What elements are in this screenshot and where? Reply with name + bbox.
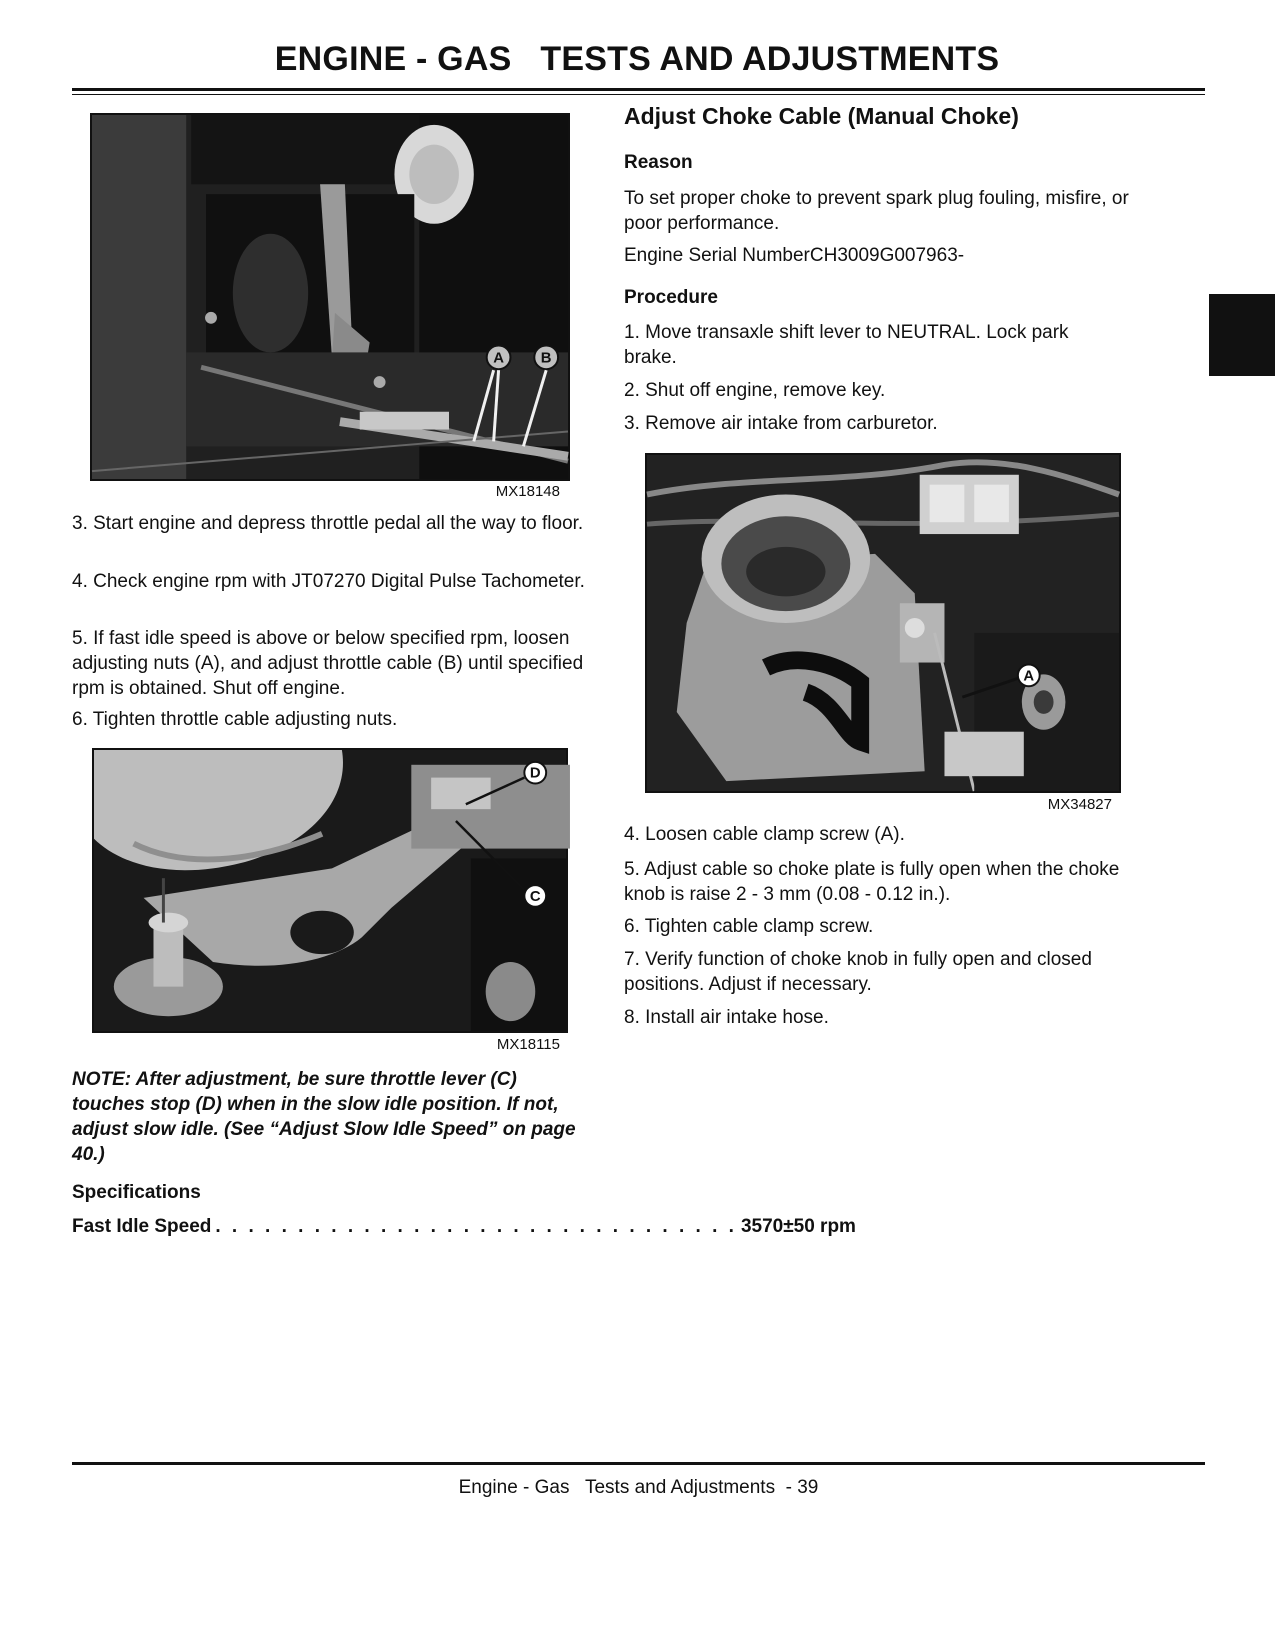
header-rule (72, 88, 1205, 91)
page-footer: Engine - Gas Tests and Adjustments - 39 (458, 1477, 819, 1498)
procedure-step-6: 6. Tighten cable clamp screw. (624, 916, 874, 937)
step-5: 5. If fast idle speed is above or below specified rpm, loosen adjusting nuts (A), and adjust throttle cable (B) until specified rpm is obtained. Shut off engine. (72, 628, 584, 699)
figure-carburetor-photo (645, 453, 1121, 793)
spec-label: Fast Idle Speed (72, 1216, 212, 1237)
procedure-step-7: 7. Verify function of choke knob in fully open and closed positions. Adjust if necessary. (624, 949, 1092, 995)
engine-serial: Engine Serial NumberCH3009G007963- (624, 245, 965, 266)
throttle-lever-photo-illustration (94, 750, 566, 1031)
callout-a: A (493, 350, 504, 367)
note-text: NOTE: After adjustment, be sure throttle lever (C) touches stop (D) when in the slow idle position. If not, adjust slow idle. (See “Adjust Slow Idle Speed” on page 40.) (72, 1069, 576, 1165)
procedure-step-2: 2. Shut off engine, remove key. (624, 380, 886, 401)
procedure-step-5: 5. Adjust cable so choke plate is fully open when the choke knob is raise 2 - 3 mm (0.08 - 0.12 in.). (624, 859, 1120, 905)
callout-d: D (529, 765, 541, 782)
specifications-heading: Specifications (72, 1182, 201, 1203)
carburetor-photo-illustration (647, 455, 1119, 791)
callout-a: A (1023, 668, 1035, 685)
header-rule-thin (72, 94, 1205, 95)
footer-rule (72, 1462, 1205, 1465)
figure-throttle-cable-photo (90, 113, 570, 481)
page-title: ENGINE - GAS TESTS AND ADJUSTMENTS (274, 40, 1000, 78)
procedure-step-3: 3. Remove air intake from carburetor. (624, 413, 938, 434)
throttle-cable-photo-illustration (92, 115, 568, 479)
spec-leader-dots: . . . . . . . . . . . . . . . . . . . . . . . . . . . . . . . . (215, 1216, 737, 1237)
reason-heading: Reason (624, 152, 693, 173)
procedure-step-1: 1. Move transaxle shift lever to NEUTRAL. Lock park brake. (624, 322, 1069, 368)
procedure-step-8: 8. Install air intake hose. (624, 1007, 829, 1028)
figure-id: MX18148 (495, 483, 560, 500)
step-3: 3. Start engine and depress throttle pedal all the way to floor. (72, 513, 584, 534)
figure-throttle-lever-photo (92, 748, 568, 1033)
section-title: Adjust Choke Cable (Manual Choke) (624, 103, 1019, 129)
section-thumb-tab (1209, 294, 1275, 376)
figure-id: MX18115 (496, 1036, 560, 1053)
spec-value: 3570±50 rpm (740, 1216, 856, 1237)
step-6: 6. Tighten throttle cable adjusting nuts. (72, 709, 398, 730)
reason-text: To set proper choke to prevent spark plug fouling, misfire, or poor performance. (624, 188, 1129, 234)
spec-fast-idle-speed (72, 1216, 856, 1238)
callout-b: B (540, 350, 552, 367)
callout-c: C (529, 888, 541, 905)
step-4: 4. Check engine rpm with JT07270 Digital Pulse Tachometer. (72, 571, 585, 592)
procedure-step-4: 4. Loosen cable clamp screw (A). (624, 824, 905, 845)
figure-id: MX34827 (1047, 796, 1112, 813)
procedure-heading: Procedure (624, 287, 718, 308)
